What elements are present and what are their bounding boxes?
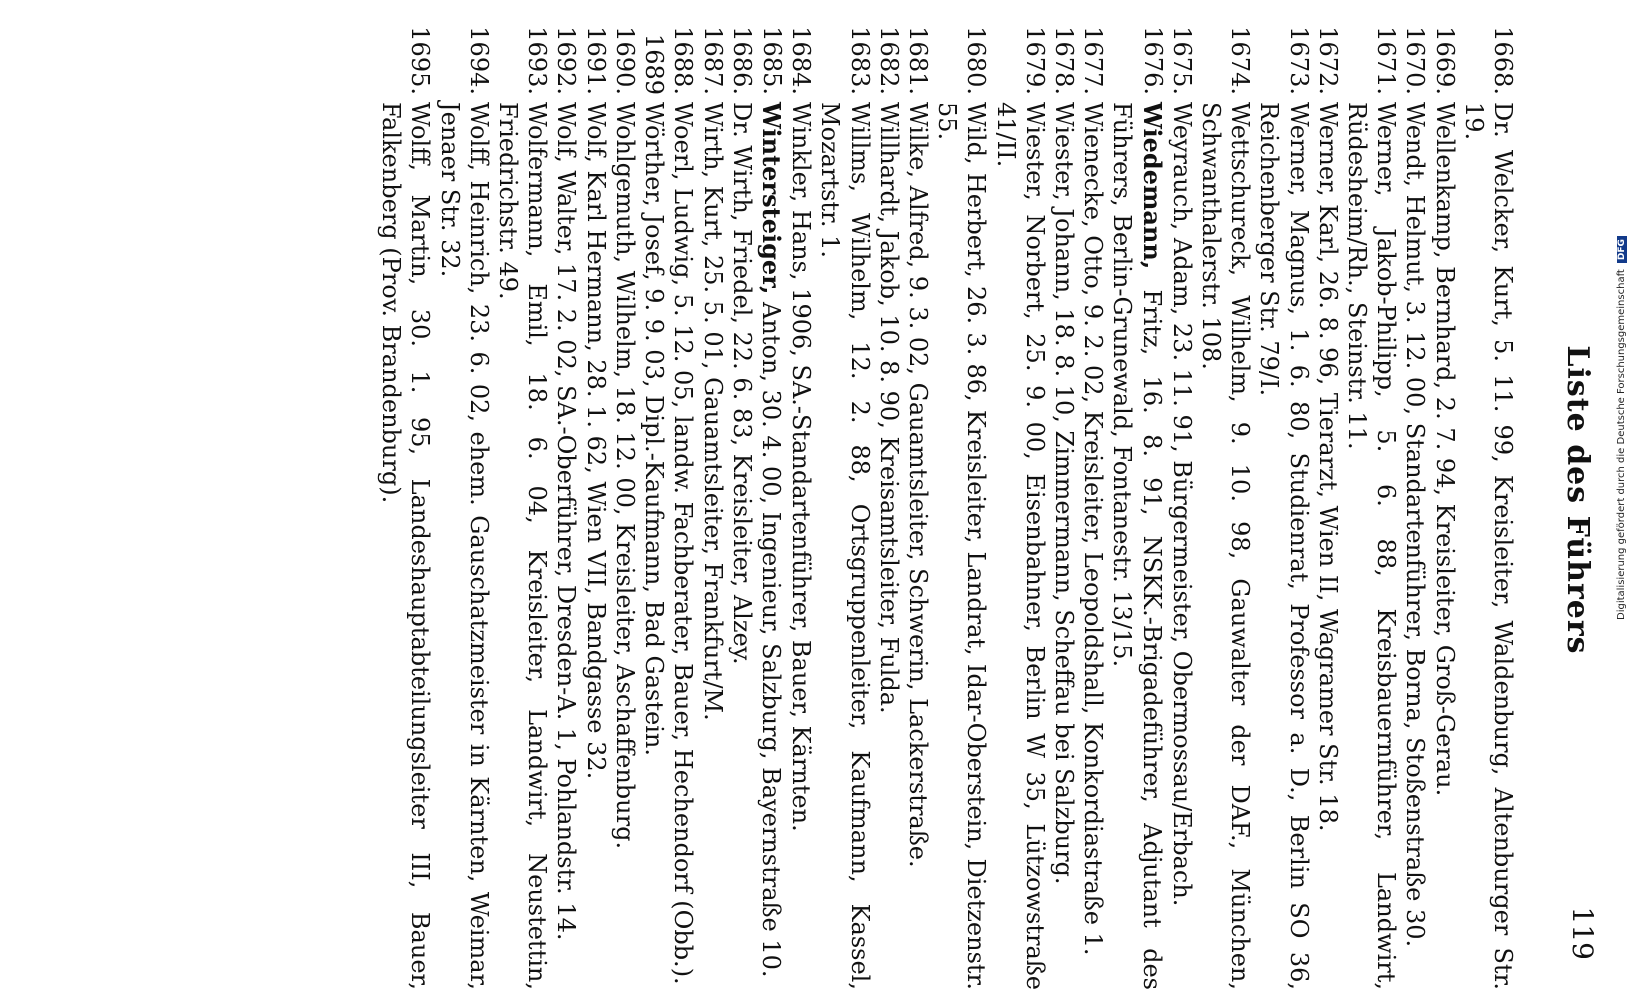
- entry-number: 1673.: [1284, 26, 1313, 95]
- entry-number: 1694.: [464, 26, 493, 95]
- entry-number: 1669.: [1430, 26, 1459, 95]
- entry-name: Wiester,: [1049, 102, 1078, 201]
- list-item: [990, 0, 1048, 1000]
- entry-details: Jakob-Philipp, 5. 6. 88, Kreisbauernführer, Landwirt, Rüdesheim/Rh., Steinstr. 11.: [1342, 102, 1401, 990]
- entry-name: Werner,: [1284, 102, 1313, 197]
- entry-number: 1691.: [581, 26, 610, 95]
- list-item: [756, 0, 786, 1000]
- list-item: [581, 0, 610, 1000]
- entry-name: Wilke,: [903, 102, 932, 178]
- entry-details: Walter, 17. 2. 02, SA.-Oberführer, Dresden-A. 1, Pohlandstr. 14.: [552, 170, 581, 941]
- entry-details: Friedel, 22. 6. 83, Kreisleiter, Alzey.: [727, 229, 756, 665]
- list-item: [1313, 0, 1342, 1000]
- entry-name: Wörther,: [640, 102, 669, 207]
- entry-details: Martin, 30. 1. 95, Landeshauptabteilungsleiter III, Bauer, Falkenberg (Prov. Brandenburg).: [377, 102, 435, 990]
- entry-details: Bernhard, 2. 7. 94, Kreisleiter, Groß-Gerau.: [1430, 266, 1459, 797]
- entry-number: 1678.: [1049, 26, 1078, 95]
- entry-number: 1668.: [1489, 26, 1517, 95]
- entry-details: Herbert, 26. 3. 86, Kreisleiter, Landrat, Idar-Oberstein, Dietzenstr. 55.: [933, 102, 991, 990]
- entry-details: Heinrich, 23. 6. 02, ehem. Gauschatzmeister in Kärnten, Weimar, Jenaer Str. 32.: [435, 102, 493, 990]
- entry-number: 1692.: [552, 26, 581, 95]
- entry-name: Wolfermann,: [523, 102, 552, 258]
- list-item: [1342, 0, 1400, 1000]
- entry-name: Wolf,: [581, 102, 610, 163]
- credit-text: Digitalisierung gefördert durch die Deutsche Forschungsgemeinschaft: [1616, 269, 1627, 620]
- entry-number: 1677.: [1079, 26, 1108, 95]
- entry-name: Wolff,: [406, 102, 435, 171]
- entry-name: Wirth,: [698, 102, 727, 179]
- entry-name: Wellenkamp,: [1430, 102, 1459, 259]
- entry-number: 1683.: [845, 26, 874, 95]
- entry-number: 1670.: [1401, 26, 1430, 95]
- entry-list: [376, 0, 1517, 1000]
- entry-number: 1690.: [610, 26, 639, 95]
- list-item: [1196, 0, 1254, 1000]
- entry-name: Winkler,: [787, 102, 816, 203]
- entry-name: Wolf,: [552, 102, 581, 163]
- list-item: [1429, 0, 1458, 1000]
- list-item: [639, 0, 668, 1000]
- list-item: [1167, 0, 1196, 1000]
- list-item: [786, 0, 815, 1000]
- entry-details: Josef, 9. 9. 03, Dipl.-Kaufmann, Bad Gastein.: [640, 214, 669, 756]
- list-item: [697, 0, 726, 1000]
- entry-name: Wiester,: [1020, 102, 1049, 201]
- entry-name: Wiedemann,: [1137, 102, 1167, 270]
- entry-details: Karl, 26. 8. 96, Tierarzt, Wien II, Wagramer Str. 18.: [1313, 204, 1342, 832]
- entry-name: Willhardt,: [874, 102, 903, 224]
- entry-details: Karl Hermann, 28. 1. 62, Wien VII, Bandgasse 32.: [581, 170, 610, 780]
- entry-details: Ludwig, 5. 12. 05, landw. Fachberater, Bauer, Hechendorf (Obb.).: [669, 188, 698, 985]
- page-number: 119: [1566, 906, 1599, 960]
- digitization-credit: [1616, 120, 1627, 620]
- entry-number: 1681.: [903, 26, 932, 95]
- entry-details: Kurt, 25. 5. 01, Gauamtsleiter, Frankfurt/M.: [698, 185, 727, 721]
- entry-name: Willms,: [845, 102, 874, 192]
- page-title: Liste des Führers: [1560, 345, 1595, 655]
- entry-name: Woerl,: [669, 102, 698, 181]
- entry-name: Weyrauch,: [1167, 102, 1196, 231]
- entry-details: Wilhelm, 18. 12. 00, Kreisleiter, Aschaffenburg.: [610, 270, 639, 850]
- entry-details: Helmut, 3. 12. 00, Standartenführer, Borna, Stoßenstraße 30.: [1401, 194, 1430, 948]
- entry-number: 1682.: [874, 26, 903, 95]
- dfg-logo: DFG: [1617, 236, 1627, 263]
- list-item: [874, 0, 903, 1000]
- list-item: [434, 0, 492, 1000]
- entry-details: Hans, 1906, SA.-Standartenführer, Bauer, Kärnten.: [787, 209, 816, 832]
- list-item: [1254, 0, 1312, 1000]
- list-item: [903, 0, 932, 1000]
- entry-name: Wolff,: [464, 102, 493, 171]
- list-item: [932, 0, 990, 1000]
- entry-details: Otto, 9. 2. 02, Kreisleiter, Leopoldshall, Konkordiastraße 1.: [1079, 235, 1108, 956]
- entry-number: 1680.: [962, 26, 991, 95]
- entry-details: Johann, 18. 8. 10, Zimmermann, Scheffau bei Salzburg.: [1049, 208, 1078, 885]
- entry-name: Werner,: [1313, 102, 1342, 197]
- list-item: [1078, 0, 1107, 1000]
- entry-details: Fritz, 16. 8. 91, NSKK.-Brigadeführer, Adjutant des Führers, Berlin-Grunewald, Fontanestr. 13/15.: [1108, 102, 1166, 990]
- list-item: [668, 0, 697, 1000]
- entry-details: Emil, 18. 6. 04, Kreisleiter, Landwirt, Neustettin, Friedrichstr. 49.: [494, 102, 552, 990]
- entry-name: Wienecke,: [1079, 102, 1108, 228]
- entry-number: 1687.: [698, 26, 727, 95]
- list-item: [1400, 0, 1429, 1000]
- entry-number: 1686.: [727, 26, 756, 95]
- entry-name: Wintersteiger,: [756, 102, 786, 295]
- entry-number: 1685.: [757, 26, 786, 95]
- entry-details: Wilhelm, 9. 10. 98, Gauwalter der DAF., München, Schwanthalerstr. 108.: [1196, 102, 1255, 991]
- list-item: [815, 0, 873, 1000]
- entry-details: Adam, 23. 11. 91, Bürgermeister, Obermossau/Erbach.: [1167, 237, 1196, 907]
- entry-number: 1689: [640, 33, 669, 95]
- list-item: [493, 0, 551, 1000]
- entry-number: 1688.: [669, 26, 698, 95]
- entry-number: 1672.: [1313, 26, 1342, 95]
- list-item: [376, 0, 434, 1000]
- entry-number: 1671.: [1372, 26, 1401, 95]
- entry-name: Wettschureck,: [1226, 102, 1255, 277]
- entry-details: Wilhelm, 12. 2. 88, Ortsgruppenleiter, Kaufmann, Kassel, Mozartstr. 1.: [816, 102, 874, 990]
- list-item: [551, 0, 580, 1000]
- entry-name: Wild,: [962, 102, 991, 165]
- entry-number: 1695.: [406, 26, 435, 95]
- list-item: [1049, 0, 1078, 1000]
- entry-number: 1693.: [523, 26, 552, 95]
- list-item: [1107, 0, 1166, 1000]
- entry-details: Kurt, 5. 11. 99, Kreisleiter, Waldenburg, Altenburger Str. 19.: [1459, 102, 1517, 990]
- entry-details: Norbert, 25. 9. 00, Eisenbahner, Berlin W 35, Lützowstraße 41/II.: [991, 102, 1049, 990]
- entry-details: Jakob, 10. 8. 90, Kreisamtsleiter, Fulda.: [874, 230, 903, 714]
- entry-number: 1684.: [787, 26, 816, 95]
- entry-number: 1676.: [1138, 26, 1167, 95]
- entry-name: Werner,: [1372, 102, 1401, 197]
- list-item: [610, 0, 639, 1000]
- entry-name: Dr. Welcker,: [1489, 102, 1517, 254]
- entry-number: 1679.: [1020, 26, 1049, 95]
- entry-name: Dr. Wirth,: [727, 102, 756, 222]
- entry-name: Wohlgemuth,: [610, 102, 639, 264]
- entry-details: Alfred, 9. 3. 02, Gauamtsleiter, Schwerin, Lackerstraße.: [903, 185, 932, 868]
- entry-number: 1674.: [1226, 26, 1255, 95]
- list-item: [727, 0, 756, 1000]
- entry-details: Anton, 30. 4. 00, Ingenieur, Salzburg, Bayernstraße 10.: [756, 302, 785, 978]
- entry-details: Magnus, 1. 6. 80, Studienrat, Professor a. D., Berlin SO 36, Reichenberger Str. 79/I.: [1255, 102, 1313, 990]
- entry-number: 1675.: [1167, 26, 1196, 95]
- list-item: [1459, 0, 1517, 1000]
- entry-name: Wendt,: [1401, 102, 1430, 188]
